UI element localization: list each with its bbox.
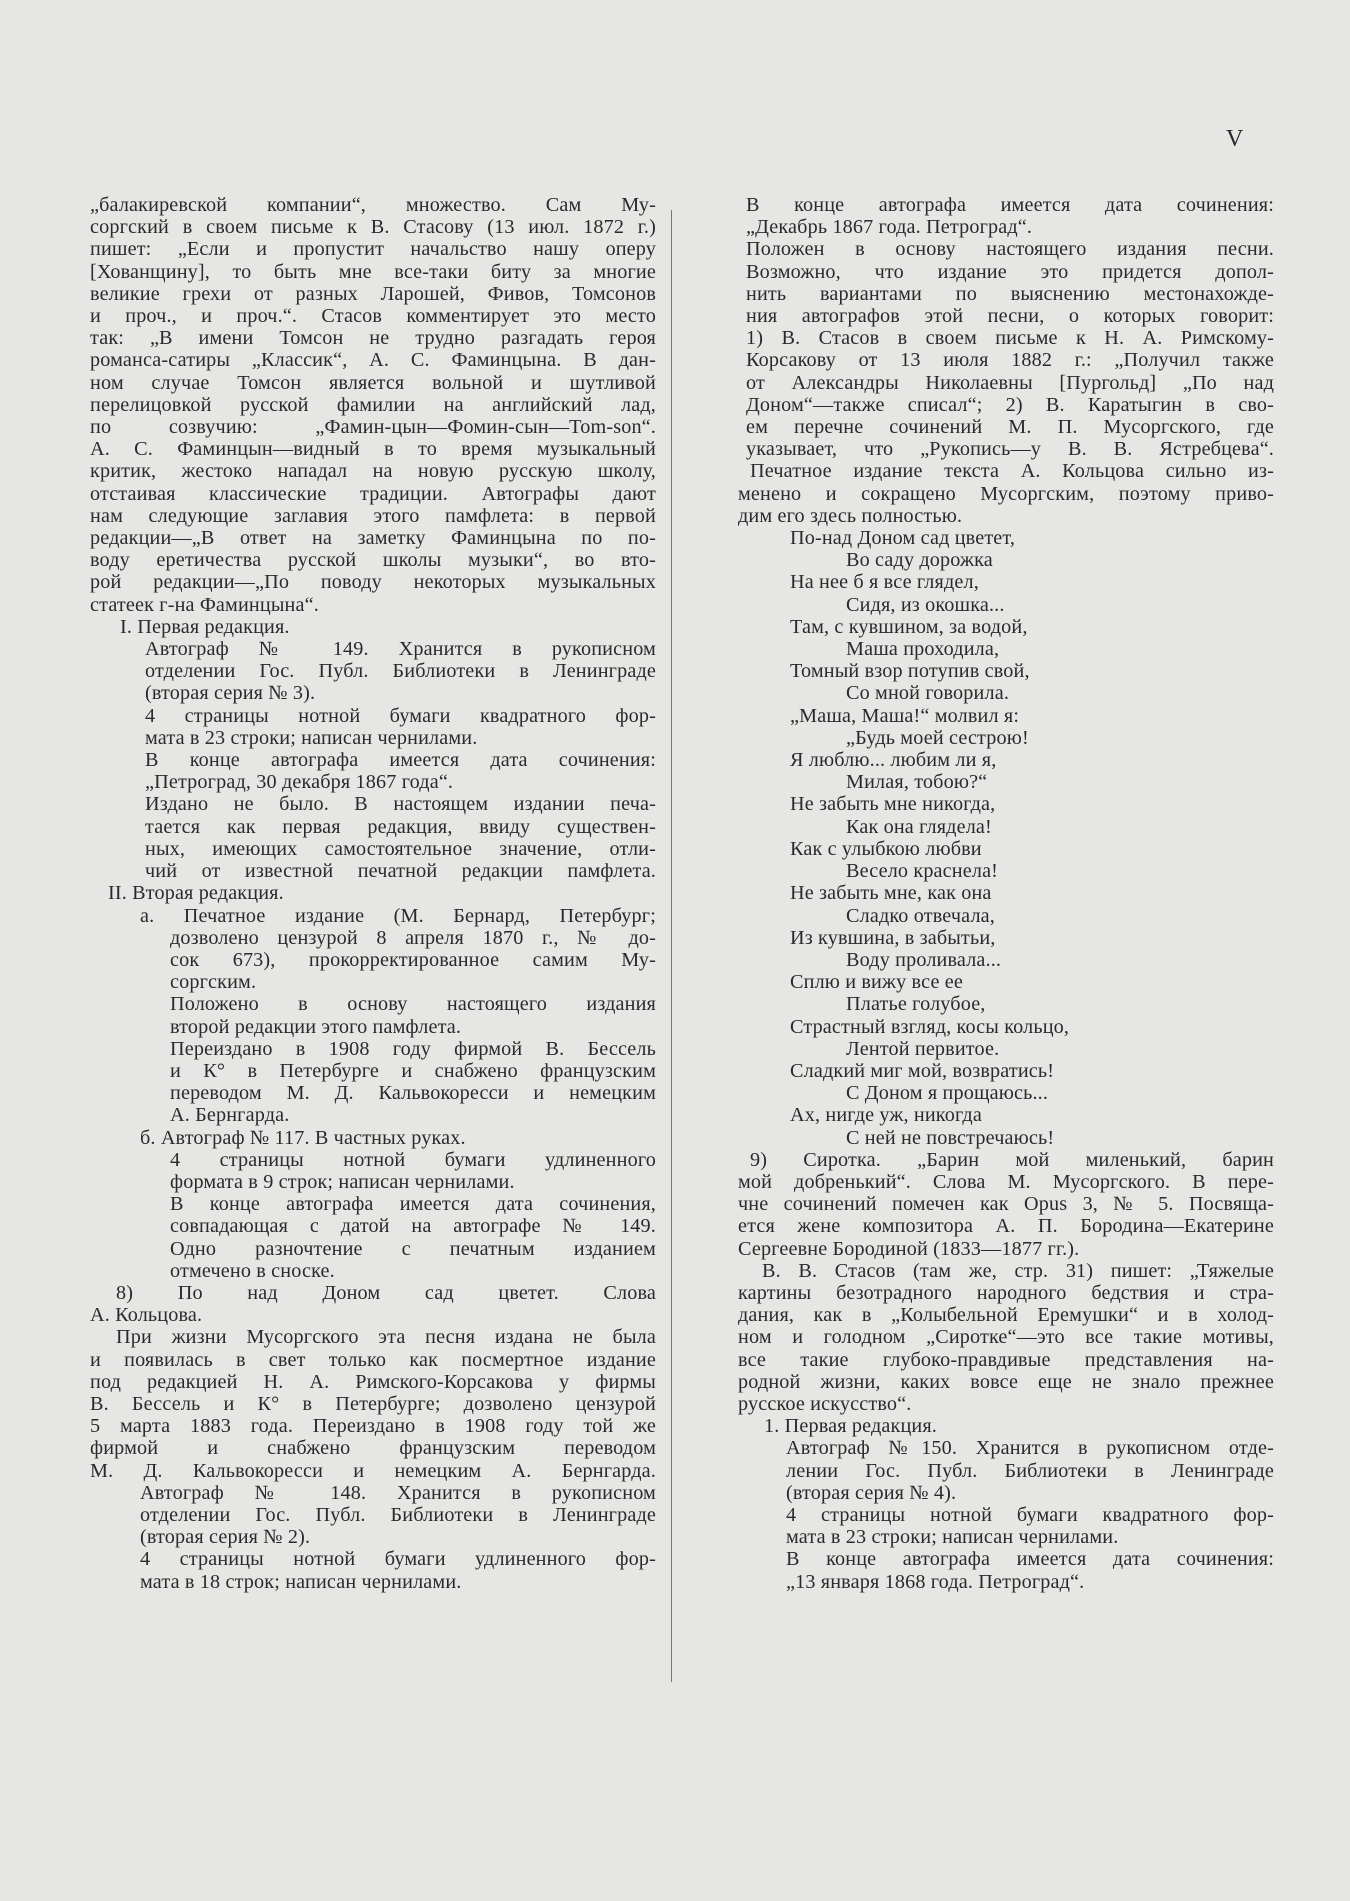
text-line: мата в 23 строки; написан чернилами. (145, 726, 478, 749)
text-line: Сладкий миг мой, возвратись! (790, 1059, 1055, 1082)
text-line: Печатное издание текста А. Кольцова сильно из- (750, 460, 1274, 483)
text-line: В. Бессель и К° в Петербурге; дозволено цензурой (90, 1392, 656, 1415)
text-line: Положено в основу настоящего издания (170, 993, 656, 1016)
text-line: 8) По над Доном сад цветет. Слова (116, 1281, 656, 1304)
text-line: под редакцией Н. А. Римского-Корсакова у фирмы (90, 1370, 656, 1393)
text-line: дим его здесь полностью. (738, 504, 963, 527)
text-line: лении Гос. Публ. Библиотеки в Ленинграде (786, 1459, 1274, 1482)
text-line: родной жизни, каких вовсе еще не знало прежнее (738, 1370, 1274, 1393)
text-line: [Хованщину], то быть мне все-таки биту за многие (90, 260, 656, 283)
text-line: отделении Гос. Публ. Библиотеки в Ленинграде (145, 660, 656, 683)
text-line: 4 страницы нотной бумаги удлиненного (170, 1148, 656, 1171)
text-line: критик, жестоко нападал на новую русскую школу, (90, 460, 656, 483)
text-line: При жизни Мусоргского эта песня издана не была (116, 1326, 656, 1349)
text-line: ем перечне сочинений М. П. Мусоргского, где (746, 416, 1274, 439)
text-line: русское искусство“. (738, 1392, 912, 1415)
text-line: менено и сокращено Мусоргским, поэтому приво- (738, 482, 1274, 505)
text-line: Маша проходила, (846, 638, 1000, 661)
text-line: отмечено в сноске. (170, 1259, 335, 1282)
text-line: На нее б я все глядел, (790, 571, 979, 594)
left-column (90, 194, 656, 1593)
text-line: 4 страницы нотной бумаги квадратного фор- (145, 704, 656, 727)
text-line: Там, с кувшином, за водой, (790, 615, 1028, 638)
text-line: С ней не повстречаюсь! (846, 1126, 1055, 1149)
text-line: Сидя, из окошка... (846, 593, 1005, 616)
text-line: „балакиревской компании“, множество. Сам Му- (90, 194, 656, 216)
text-line: пишет: „Если и пропустит начальство нашу оперу (90, 238, 656, 261)
text-line: дозволено цензурой 8 апреля 1870 г., № до- (170, 926, 656, 949)
text-line: В конце автографа имеется дата сочинения: (145, 749, 656, 772)
text-line: Автограф №150. Хранится в рукописном отде- (786, 1437, 1274, 1460)
column-divider (671, 210, 672, 1682)
text-line: I. Первая редакция. (120, 615, 290, 638)
text-line: Платье голубое, (846, 993, 986, 1016)
text-line: Как она глядела! (846, 815, 992, 838)
text-line: Весело краснела! (846, 860, 999, 883)
text-line: Как с улыбкою любви (790, 837, 982, 860)
text-line: нить вариантами по выяснению местонахожде- (746, 282, 1274, 305)
text-line: статеек г-на Фаминцына“. (90, 593, 319, 616)
text-line: Переиздано в 1908 году фирмой В. Бессель (170, 1037, 656, 1060)
text-line: и появилась в свет только как посмертное издание (90, 1348, 656, 1371)
text-line: „Декабрь 1867 года. Петроград“. (746, 216, 1033, 239)
text-line: Милая, тобою?“ (846, 771, 988, 794)
text-line: сок 673), прокорректированное самим Му- (170, 948, 656, 971)
text-line: перелицовкой русской фамилии на английский лад, (90, 393, 656, 416)
text-line: Издано не было. В настоящем издании печа- (145, 793, 656, 816)
text-line: и К° в Петербурге и снабжено французским (170, 1059, 656, 1082)
text-line: ном и голодном „Сиротке“—это все такие мотивы, (738, 1326, 1274, 1349)
text-line: картины безотрадного народного бедствия и стра- (738, 1281, 1274, 1304)
text-line: 1) В. Стасов в своем письме к Н. А. Римскому- (746, 327, 1274, 350)
text-line: Страстный взгляд, косы кольцо, (790, 1015, 1070, 1038)
text-line: нам следующие заглавия этого памфлета: в первой (90, 504, 656, 527)
text-line: Корсакову от 13 июля 1882 г.: „Получил также (746, 349, 1274, 372)
text-line: романса-сатиры „Классик“, А. С. Фаминцына. В дан- (90, 349, 656, 372)
text-line: отстаивая классические традиции. Автографы дают (90, 482, 656, 505)
text-line: мой добренький“. Слова М. Мусоргского. В пере- (738, 1170, 1274, 1193)
right-column (738, 194, 1274, 1593)
text-line: В конце автографа имеется дата сочинения: (786, 1548, 1274, 1571)
text-line: А. С. Фаминцын—видный в то время музыкальный (90, 438, 656, 461)
text-line: 4 страницы нотной бумаги квадратного фор- (786, 1503, 1274, 1526)
text-line: Положен в основу настоящего издания песни. (746, 238, 1274, 261)
text-line: II. Вторая редакция. (108, 882, 284, 905)
text-line: С Доном я прощаюсь... (846, 1082, 1049, 1105)
text-line: по созвучию: „Фамин-цын—Фомин-сын—Tom-son“. (90, 416, 656, 439)
text-line: Автограф № 148. Хранится в рукописном (140, 1481, 656, 1504)
text-line: Одно разночтение с печатным изданием (170, 1237, 656, 1260)
text-line: (вторая серия № 3). (145, 682, 316, 705)
text-line: фирмой и снабжено французским переводом (90, 1437, 656, 1460)
text-line: б. Автограф № 117. В частных руках. (140, 1126, 466, 1149)
text-line: ния автографов этой песни, о которых говорит: (746, 305, 1274, 328)
text-line: Сергеевне Бородиной (1833—1877 гг.). (738, 1237, 1080, 1260)
text-line: чий от известной печатной редакции памфлета. (145, 860, 656, 883)
text-line: По-над Доном сад цветет, (790, 527, 1016, 550)
text-line: ном случае Томсон является вольной и шутливой (90, 371, 656, 394)
text-line: Не забыть мне никогда, (790, 793, 996, 816)
page-number: V (1226, 126, 1244, 152)
text-line: Томный взор потупив свой, (790, 660, 1030, 683)
text-line: совпадающая с датой на автографе № 149. (170, 1215, 656, 1238)
text-line: В. В. Стасов (там же, стр. 31) пишет: „Тяжелые (762, 1259, 1274, 1282)
text-line: второй редакции этого памфлета. (170, 1015, 462, 1038)
text-line: Из кувшина, в забытьи, (790, 926, 996, 949)
text-line: Во саду дорожка (846, 549, 993, 572)
text-line: ется жене композитора А. П. Бородина—Екатерине (738, 1215, 1274, 1238)
text-line: ных, имеющих самостоятельное значение, отли- (145, 837, 656, 860)
text-line: мата в 23 строки; написан чернилами. (786, 1526, 1119, 1549)
text-line: воду еретичества русской школы музыки“, во вто- (90, 549, 656, 572)
text-line: В конце автографа имеется дата сочинения, (170, 1193, 656, 1216)
text-line: Со мной говорила. (846, 682, 1010, 705)
text-line: А. Кольцова. (90, 1304, 203, 1327)
text-line: Лентой первитое. (846, 1037, 1000, 1060)
text-line: формата в 9 строк; написан чернилами. (170, 1170, 515, 1193)
text-line: отделении Гос. Публ. Библиотеки в Ленинграде (140, 1503, 656, 1526)
text-line: рой редакции—„По поводу некоторых музыкальных (90, 571, 656, 594)
text-line: Сладко отвечала, (846, 904, 995, 927)
text-line: „Петроград, 30 декабря 1867 года“. (145, 771, 454, 794)
text-line: Я люблю... любим ли я, (790, 749, 997, 772)
text-line: мата в 18 строк; написан чернилами. (140, 1570, 462, 1593)
text-line: а. Печатное издание (М. Бернард, Петербург; (140, 904, 656, 927)
text-line: соргским. (170, 971, 257, 994)
text-line: В конце автографа имеется дата сочинения: (746, 194, 1274, 216)
text-line: переводом М. Д. Кальвокоресси и немецким (170, 1082, 656, 1105)
text-line: (вторая серия № 4). (786, 1481, 957, 1504)
text-line: „13 января 1868 года. Петроград“. (786, 1570, 1085, 1593)
text-line: Возможно, что издание это придется допол- (746, 260, 1274, 283)
text-line: (вторая серия № 2). (140, 1526, 311, 1549)
text-line: Сплю и вижу все ее (790, 971, 963, 994)
text-line: редакции—„В ответ на заметку Фаминцына по по- (90, 527, 656, 550)
text-line: „Будь моей сестрою! (846, 726, 1029, 749)
text-line: Воду проливала... (846, 948, 1002, 971)
text-line: указывает, что „Рукопись—у В. В. Ястребцева“. (746, 438, 1274, 461)
text-line: 1. Первая редакция. (764, 1415, 937, 1438)
text-line: 4 страницы нотной бумаги удлиненного фор- (140, 1548, 656, 1571)
text-line: Автограф № 149. Хранится в рукописном (145, 638, 656, 661)
text-line: Доном“—также списал“; 2) В. Каратыгин в сво- (746, 393, 1274, 416)
text-line: тается как первая редакция, ввиду существен- (145, 815, 656, 838)
text-line: все такие глубоко-правдивые представления на- (738, 1348, 1274, 1371)
text-line: Не забыть мне, как она (790, 882, 992, 905)
text-line: 5 марта 1883 года. Переиздано в 1908 году той же (90, 1415, 656, 1438)
text-line: А. Бернгарда. (170, 1104, 290, 1127)
text-line: так: „В имени Томсон не трудно разгадать героя (90, 327, 656, 350)
text-line: дания, как в „Колыбельной Еремушки“ и в холод- (738, 1304, 1274, 1327)
text-line: 9) Сиротка. „Барин мой миленький, барин (750, 1148, 1274, 1171)
text-line: чне сочинений помечен как Opus 3, № 5. Посвяща- (738, 1193, 1274, 1216)
text-line: М. Д. Кальвокоресси и немецким А. Бернгарда. (90, 1459, 656, 1482)
text-line: великие грехи от разных Ларошей, Фивов, Томсонов (90, 282, 656, 305)
text-line: от Александры Николаевны [Пургольд] „По над (746, 371, 1274, 394)
text-line: соргский в своем письме к В. Стасову (13 июл. 1872 г.) (90, 216, 656, 239)
text-line: „Маша, Маша!“ молвил я: (790, 704, 1020, 727)
text-line: и проч., и проч.“. Стасов комментирует это место (90, 305, 656, 328)
text-line: Ах, нигде уж, никогда (790, 1104, 982, 1127)
